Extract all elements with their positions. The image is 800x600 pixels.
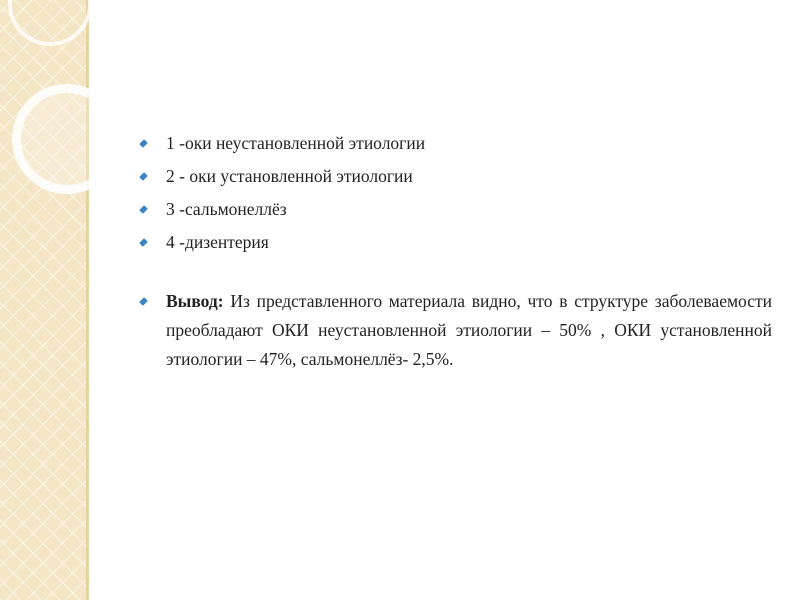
slide-content — [140, 133, 772, 386]
diamond-bullet-icon — [139, 172, 148, 181]
decorative-ring-middle — [12, 84, 122, 194]
conclusion-text: Из представленного материала видно, что в структуре заболеваемости преобладают ОКИ неустановленной этиологии – 50% , ОКИ установленной этиологии – 47%, сальмонеллёз- 2,5%. — [166, 291, 772, 369]
list-item-text: 4 -дизентерия — [166, 232, 269, 252]
list-item — [140, 133, 772, 154]
diamond-bullet-icon — [139, 238, 148, 247]
list-item — [140, 166, 772, 187]
conclusion-paragraph — [140, 287, 772, 374]
list-item-text: 1 -оки неустановленной этиологии — [166, 133, 426, 153]
list-item-text: 2 - оки установленной этиологии — [166, 166, 413, 186]
diamond-bullet-icon — [139, 297, 148, 306]
diamond-bullet-icon — [139, 205, 148, 214]
list-item — [140, 199, 772, 220]
list-item-text: 3 -сальмонеллёз — [166, 199, 287, 219]
list-item — [140, 232, 772, 253]
conclusion-label: Вывод: — [166, 291, 224, 311]
diamond-bullet-icon — [139, 139, 148, 148]
